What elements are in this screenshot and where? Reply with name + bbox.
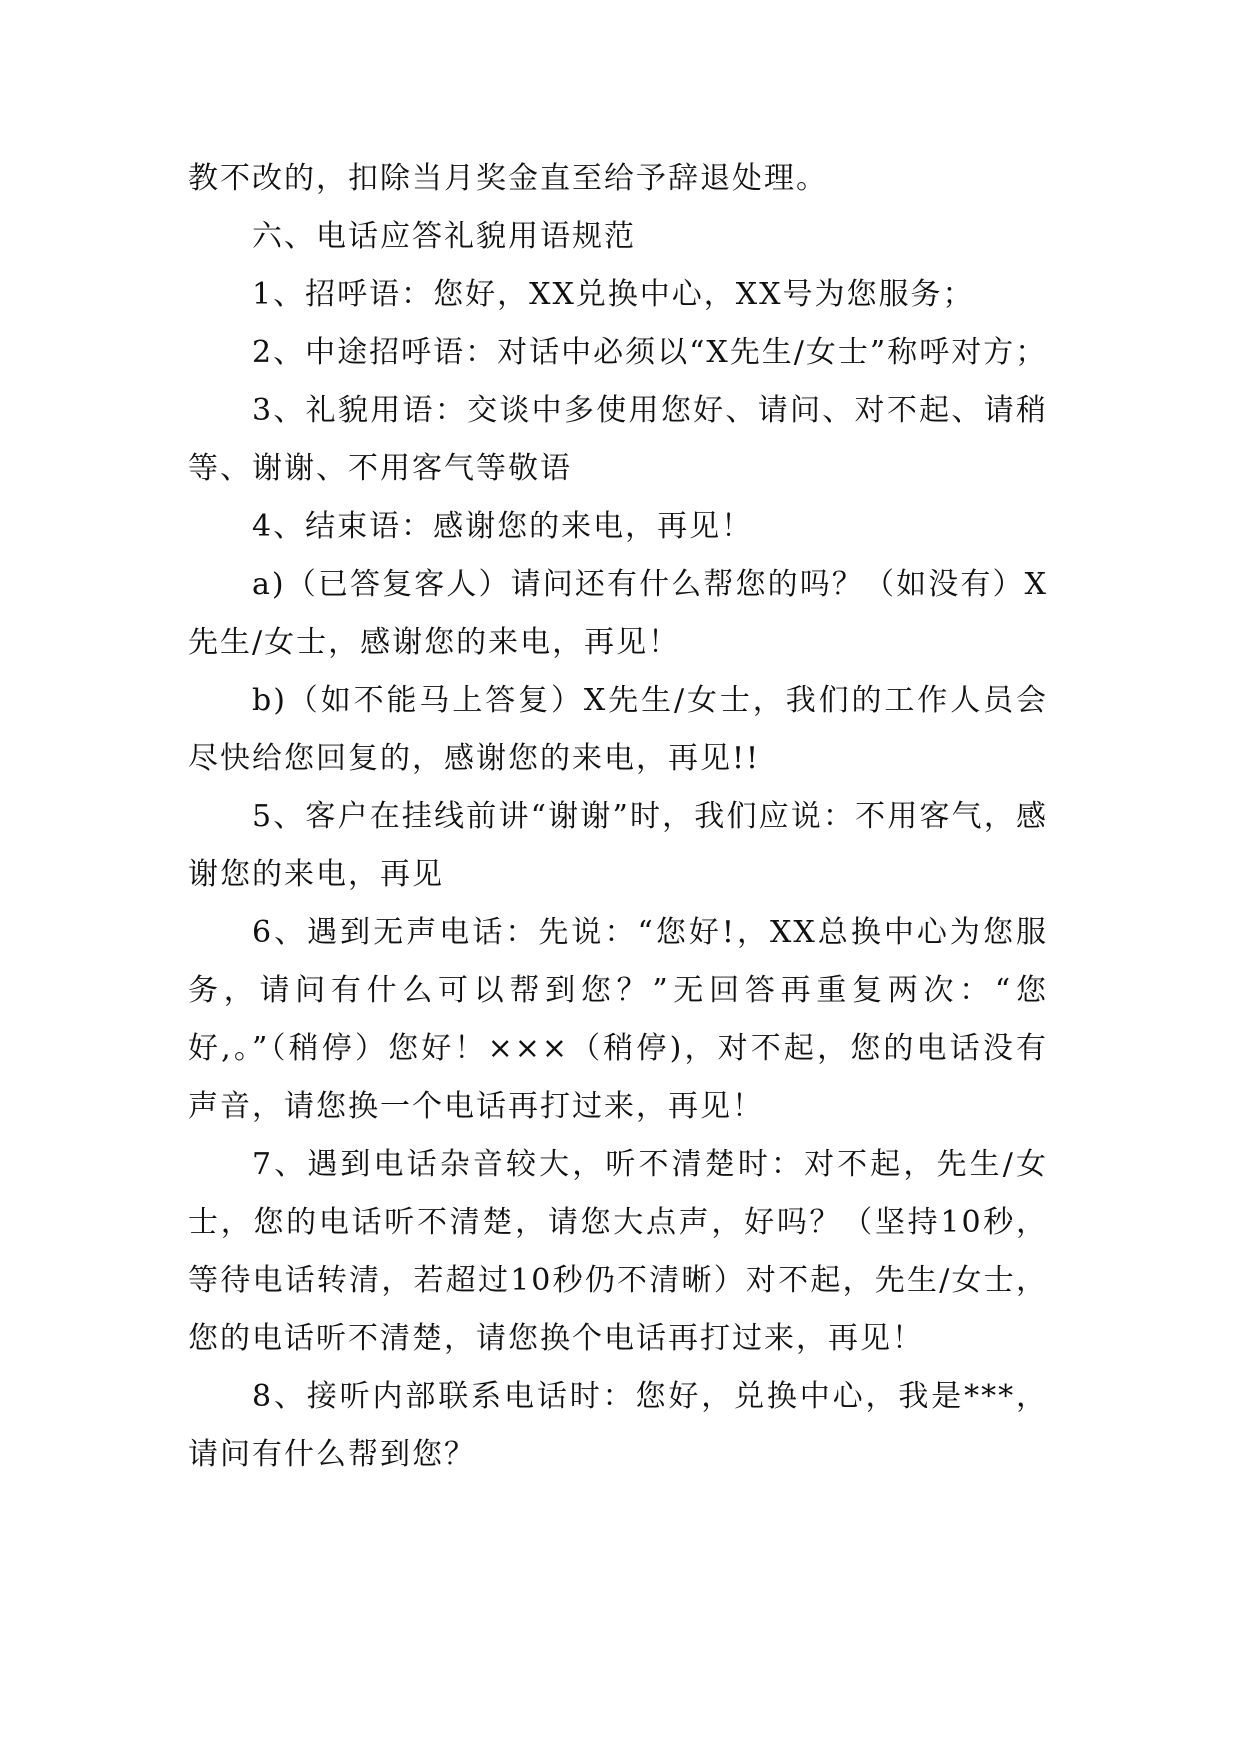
paragraph-noisy-call: 7、遇到电话杂音较大，听不清楚时：对不起，先生/女士，您的电话听不清楚，请您大点声，好吗？（坚持10秒，等待电话转清，若超过10秒仍不清晰）对不起，先生/女士，您的电话听不清楚，请您换个电话再打过来，再见！	[188, 1147, 1048, 1356]
paragraph-polite-phrases: 3、礼貌用语：交谈中多使用您好、请问、对不起、请稍等、谢谢、不用客气等敬语	[188, 393, 1048, 486]
paragraph-greeting: 1、招呼语：您好，XX兑换中心，XX号为您服务；	[252, 277, 975, 312]
paragraph-closing: 4、结束语：感谢您的来电，再见！	[252, 509, 754, 544]
paragraph-internal-call: 8、接听内部联系电话时：您好，兑换中心，我是***，请问有什么帮到您？	[188, 1379, 1048, 1472]
paragraph-thanks-reply: 5、客户在挂线前讲“谢谢”时，我们应说：不用客气，感谢您的来电，再见	[188, 799, 1048, 892]
paragraph-midcall-greeting: 2、中途招呼语：对话中必须以“X先生/女士”称呼对方；	[252, 335, 1048, 370]
paragraph-closing-b: b)（如不能马上答复）X先生/女士，我们的工作人员会尽快给您回复的，感谢您的来电，再见!!	[188, 683, 1048, 776]
section-heading: 六、电话应答礼貌用语规范	[252, 219, 636, 254]
paragraph-continuation: 教不改的，扣除当月奖金直至给予辞退处理。	[188, 161, 828, 196]
paragraph-silent-call: 6、遇到无声电话：先说：“您好!，XX总换中心为您服务，请问有什么可以帮到您？”无回答再重复两次：“您好,。”（稍停）您好！×××（稍停)，对不起，您的电话没有声音，请您换一个电话再打过来，再见！	[188, 915, 1048, 1124]
paragraph-closing-a: a)（已答复客人）请问还有什么帮您的吗？（如没有）X先生/女士，感谢您的来电，再见！	[188, 567, 1048, 660]
document-page	[188, 150, 1048, 1484]
